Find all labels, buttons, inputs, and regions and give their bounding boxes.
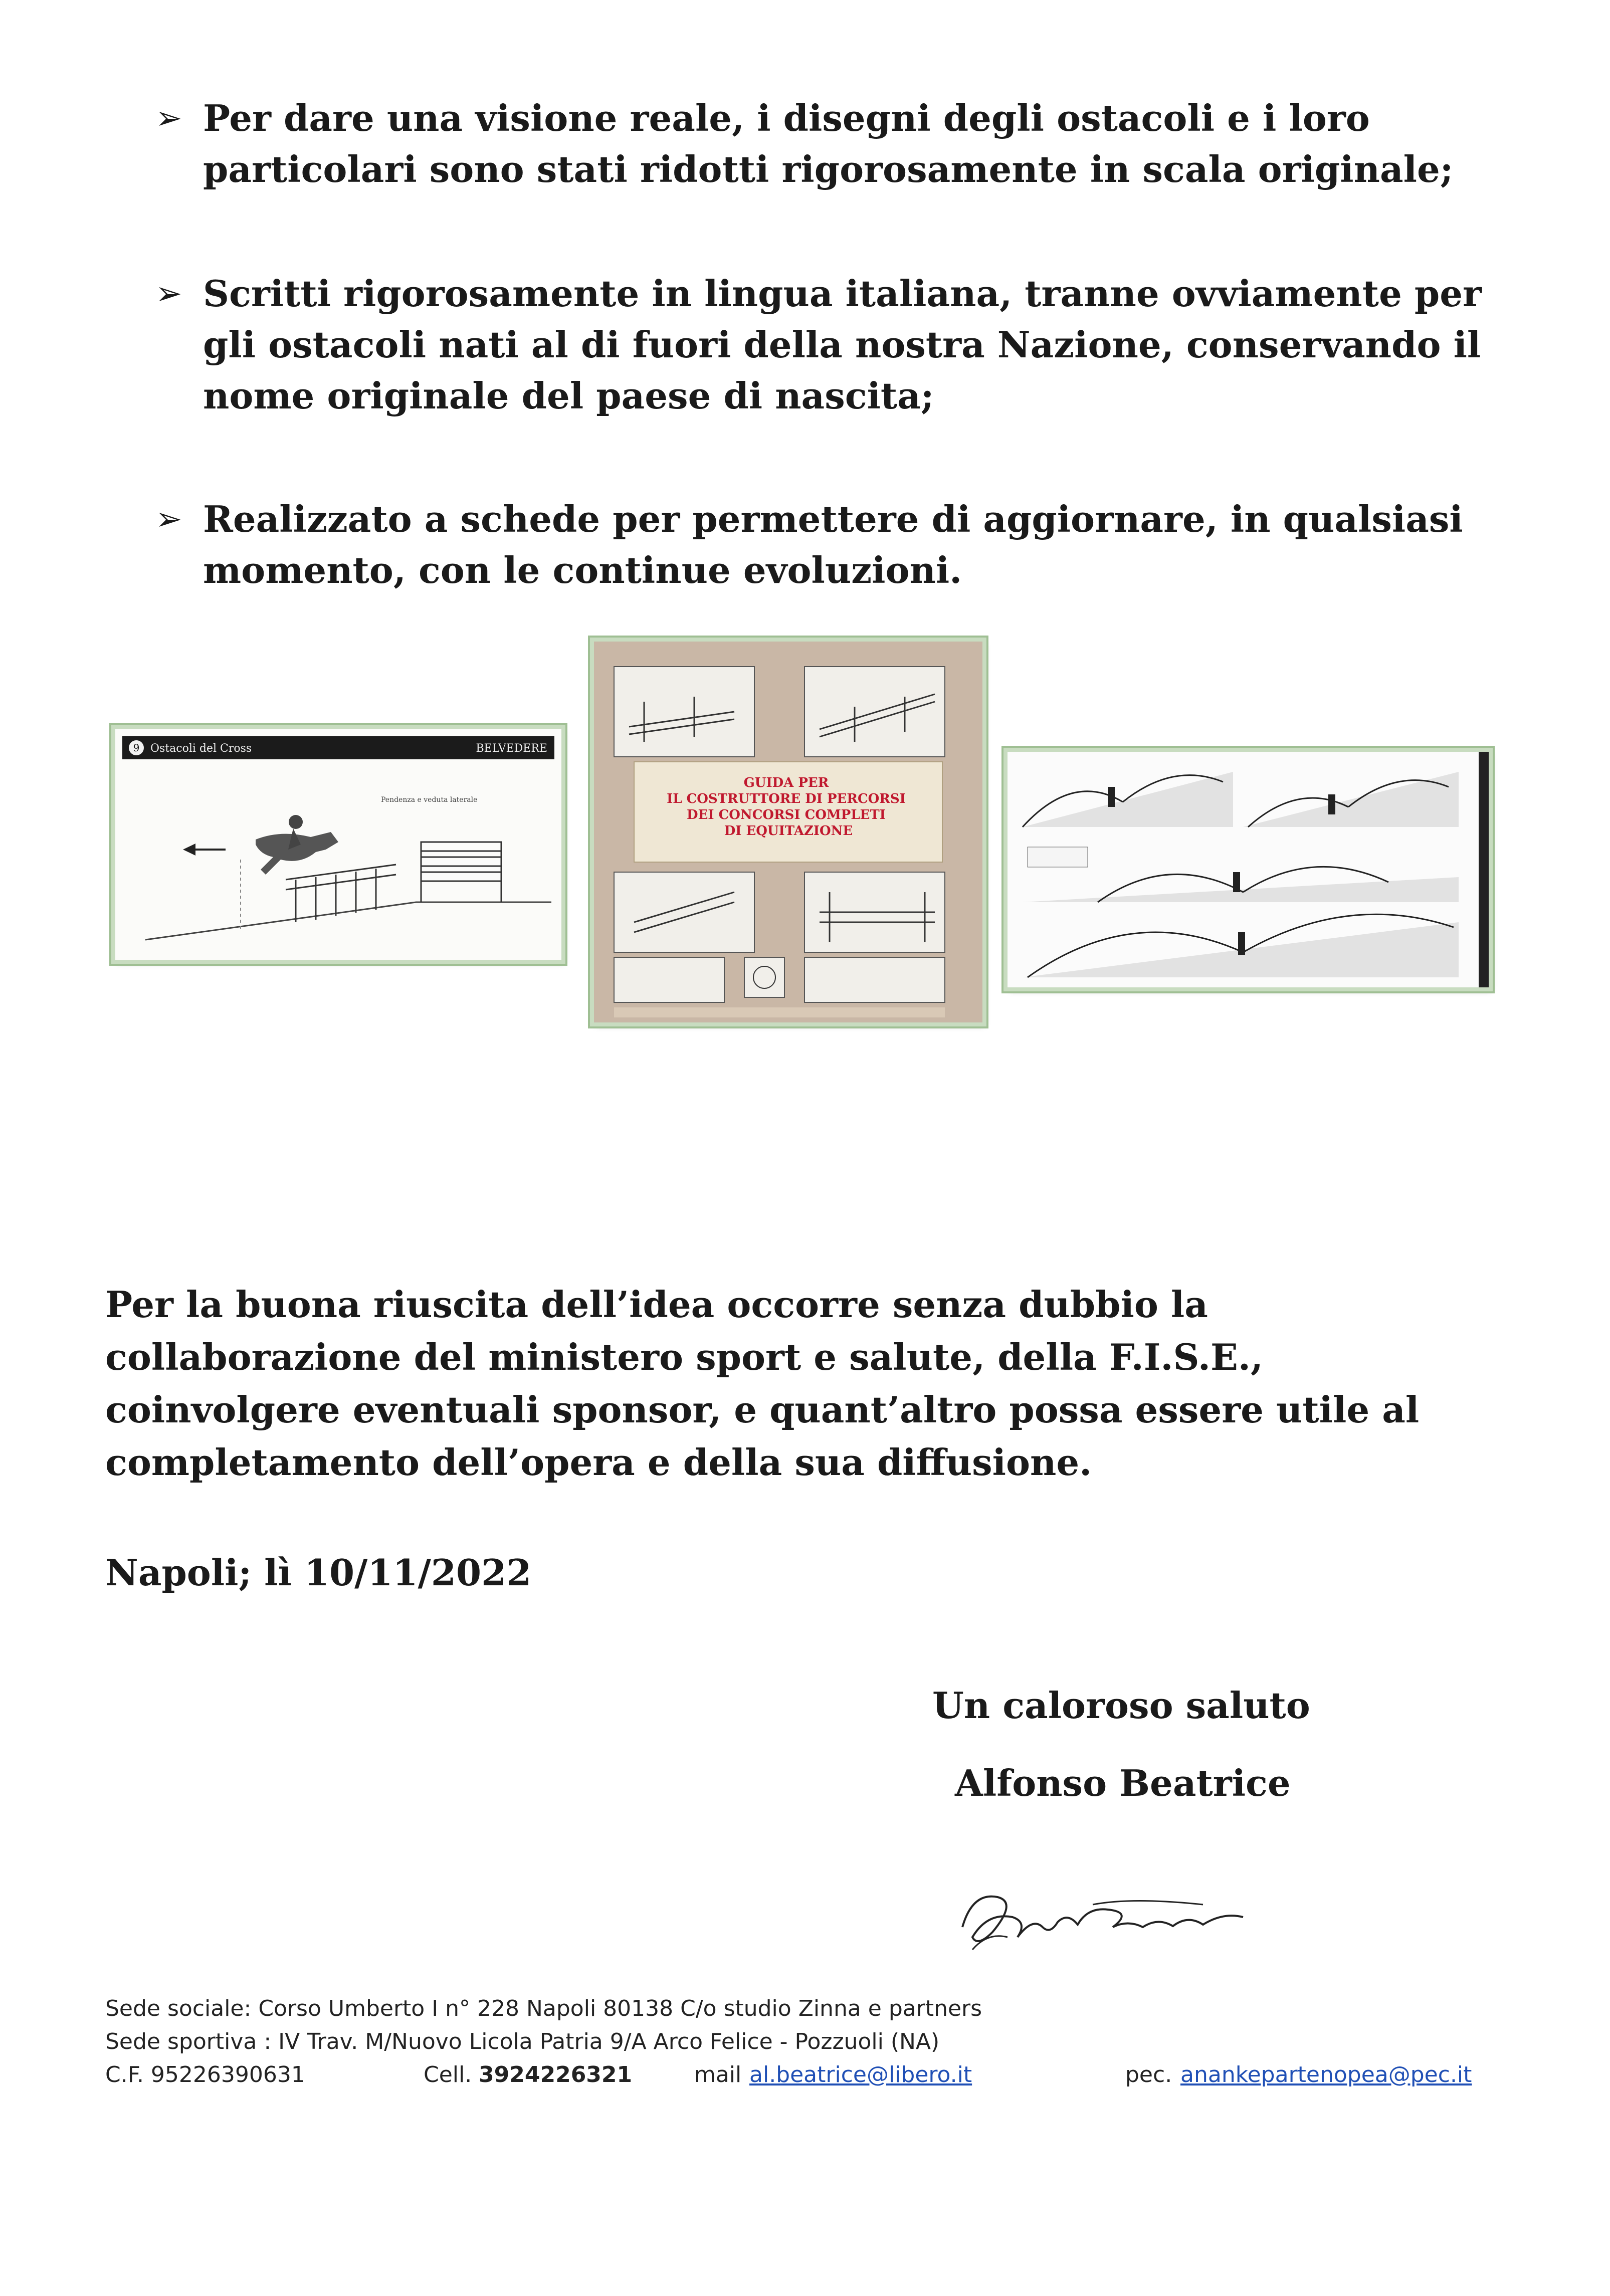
pec-link[interactable]: ananke​partenopea@pec.it: [1180, 2062, 1472, 2088]
signer-name: Alfonso Beatrice: [955, 1762, 1291, 1804]
arrow-bullet-icon: ➢: [155, 100, 182, 137]
drawing-caption: Pendenza e veduta laterale: [381, 796, 478, 804]
arrow-bullet-icon: ➢: [155, 275, 182, 312]
greeting: Un caloroso saluto: [932, 1684, 1310, 1727]
drawing-header-right: BELVEDERE: [476, 742, 547, 755]
fiscal-code: C.F. 95226390631: [105, 2062, 305, 2088]
bullet-item: [155, 93, 1519, 195]
mail-link[interactable]: al.beatrice@libero.it: [749, 2062, 972, 2088]
cell-number: 3924226321: [479, 2062, 633, 2088]
slope-diagrams-svg: [1008, 752, 1489, 987]
footer-address-line: Sede sociale: Corso Umberto I n° 228 Napoli 80138 C/o studio Zinna e partners: [105, 1996, 982, 2021]
obstacle-drawing-svg: [115, 729, 561, 960]
bullet-text: Realizzato a schede per permettere di aggiornare, in qualsiasi momento, con le continue evoluzioni.: [203, 498, 1463, 591]
guide-cover-svg: [594, 642, 982, 1022]
closing-paragraph: Per la buona riuscita dell’idea occorre senza dubbio la collaborazione del ministero sport e salute, della F.I.S.E., coinvolgere eventuali sponsor, e quant’altro possa essere utile al completamento dell’opera e della sua diffusione.: [105, 1283, 1420, 1484]
drawing-badge: 9: [133, 742, 140, 754]
arrow-bullet-icon: ➢: [155, 501, 182, 538]
guide-cover-image: [594, 642, 982, 1022]
dateline: Napoli; lì 10/11/2022: [105, 1551, 532, 1594]
drawing-header-left: Ostacoli del Cross: [150, 742, 252, 755]
footer-sports-address-line: Sede sportiva : IV Trav. M/Nuovo Licola Patria 9/A Arco Felice - Pozzuoli (NA): [105, 2029, 940, 2054]
obstacle-drawing-image: [115, 729, 561, 960]
pec-label: pec.: [1125, 2062, 1172, 2088]
cell-label: Cell.: [424, 2062, 472, 2088]
guide-title: GUIDA PER IL COSTRUTTORE DI PERCORSI DEI CONCORSI COMPLETI DI EQUITAZIONE: [667, 775, 906, 839]
bullet-item: [155, 494, 1519, 596]
bullet-text: Scritti rigorosamente in lingua italiana, tranne ovviamente per gli ostacoli nati al di fuori della nostra Nazione, conservando il nome originale del paese di nascita;: [203, 272, 1482, 417]
slope-diagrams-image: [1008, 752, 1489, 987]
bullet-item: [155, 268, 1519, 422]
mail-label: mail: [694, 2062, 742, 2088]
bullet-text: Per dare una visione reale, i disegni degli ostacoli e i loro particolari sono stati ridotti rigorosamente in scala originale;: [203, 97, 1454, 190]
handwritten-signature: [942, 1862, 1273, 1962]
